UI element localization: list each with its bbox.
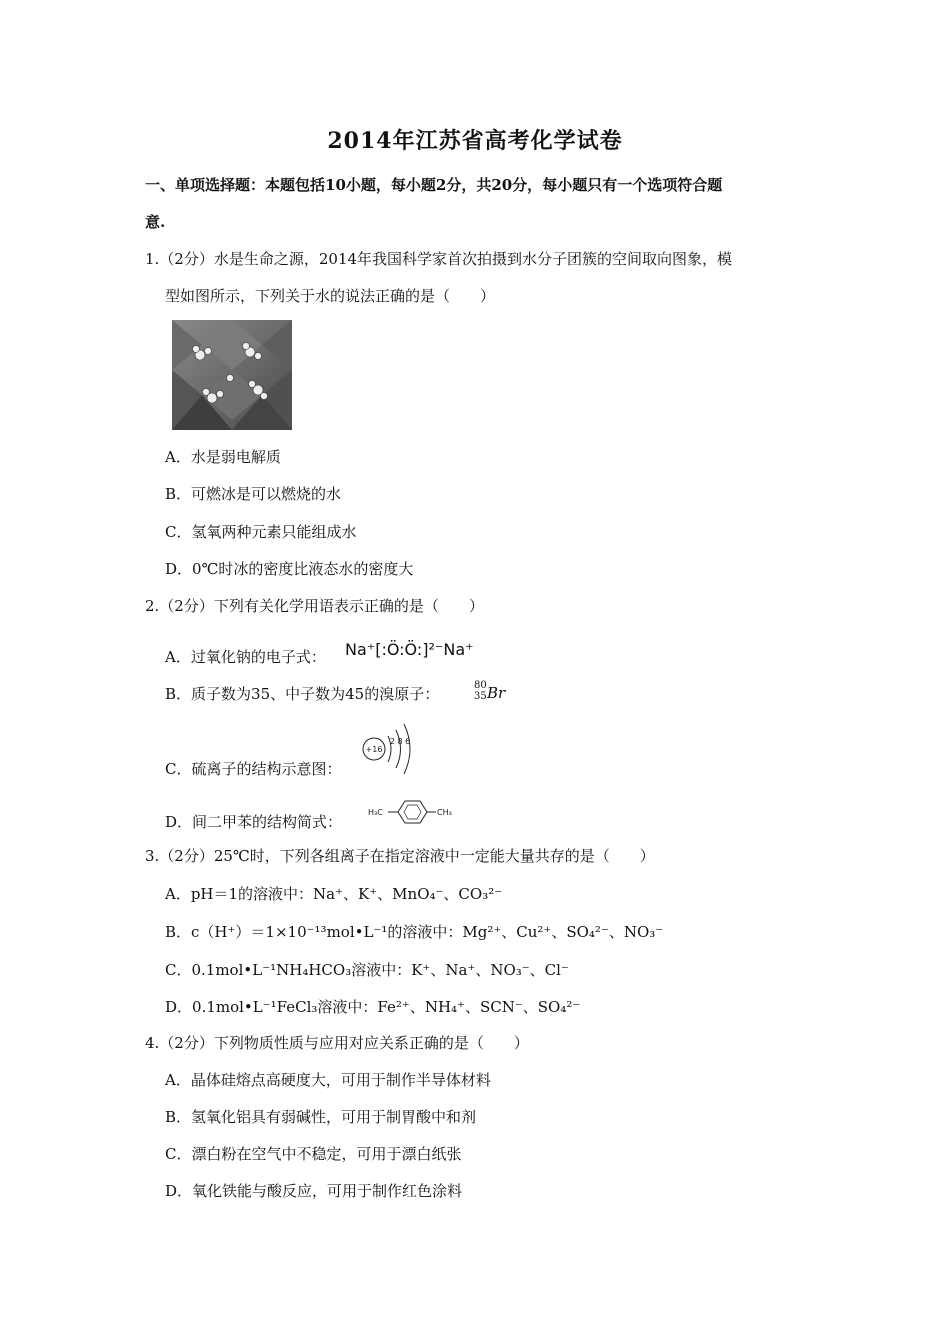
meta-xylene-structure bbox=[368, 798, 460, 826]
water-cluster-image bbox=[172, 320, 294, 432]
q1-option-a: A．水是弱电解质 bbox=[165, 448, 281, 466]
sulfide-ion-structure-diagram bbox=[360, 718, 420, 780]
q2-option-a: A．过氧化钠的电子式： bbox=[165, 648, 326, 666]
q3-option-b: B．c（H⁺）＝1×10⁻¹³mol•L⁻¹的溶液中：Mg²⁺、Cu²⁺、SO₄²⁻、NO₃⁻ bbox=[165, 923, 664, 941]
section-heading-line1: 一、单项选择题：本题包括10小题，每小题2分，共20分，每小题只有一个选项符合题 bbox=[145, 176, 723, 194]
sodium-peroxide-electron-formula: Na⁺[:Ö:Ö:]²⁻Na⁺ bbox=[345, 640, 474, 659]
q4-option-d: D．氧化铁能与酸反应，可用于制作红色涂料 bbox=[165, 1182, 463, 1200]
q2-option-d: D．间二甲苯的结构简式： bbox=[165, 813, 343, 831]
mass-number: 80 bbox=[474, 680, 487, 691]
q3-option-d: D．0.1mol•L⁻¹FeCl₃溶液中：Fe²⁺、NH₄⁺、SCN⁻、SO₄²⁻ bbox=[165, 998, 581, 1016]
element-symbol: Br bbox=[487, 684, 506, 702]
electron-shells: 2 8 6 bbox=[389, 737, 411, 746]
q1-option-b: B．可燃冰是可以燃烧的水 bbox=[165, 485, 342, 503]
q1-stem-line1: 1.（2分）水是生命之源，2014年我国科学家首次拍摄到水分子团簇的空间取向图象，模 bbox=[145, 250, 733, 268]
q3-option-c: C．0.1mol•L⁻¹NH₄HCO₃溶液中：K⁺、Na⁺、NO₃⁻、Cl⁻ bbox=[165, 961, 569, 979]
q4-option-a: A．晶体硅熔点高硬度大，可用于制作半导体材料 bbox=[165, 1071, 491, 1089]
section-heading-line2: 意. bbox=[145, 213, 166, 231]
q1-stem-line2: 型如图所示，下列关于水的说法正确的是（ ） bbox=[165, 287, 496, 305]
q4-option-c: C．漂白粉在空气中不稳定，可用于漂白纸张 bbox=[165, 1145, 462, 1163]
q3-option-a: A．pH＝1的溶液中：Na⁺、K⁺、MnO₄⁻、CO₃²⁻ bbox=[165, 885, 503, 903]
methyl-left: H₃C bbox=[368, 808, 383, 817]
bromine-nuclide-notation bbox=[474, 680, 534, 706]
q2-option-b: B．质子数为35、中子数为45的溴原子： bbox=[165, 685, 440, 703]
q1-option-d: D．0℃时冰的密度比液态水的密度大 bbox=[165, 560, 414, 578]
methyl-right: CH₃ bbox=[437, 808, 452, 817]
nucleus-charge: +16 bbox=[365, 745, 383, 754]
q4-option-b: B．氢氧化铝具有弱碱性，可用于制胃酸中和剂 bbox=[165, 1108, 477, 1126]
atomic-number: 35 bbox=[474, 691, 487, 702]
q4-stem: 4.（2分）下列物质性质与应用对应关系正确的是（ ） bbox=[145, 1034, 529, 1052]
q3-stem: 3.（2分）25℃时，下列各组离子在指定溶液中一定能大量共存的是（ ） bbox=[145, 847, 655, 865]
page-title: 2014年江苏省高考化学试卷 bbox=[327, 128, 623, 154]
q2-stem: 2.（2分）下列有关化学用语表示正确的是（ ） bbox=[145, 597, 484, 615]
q1-option-c: C．氢氧两种元素只能组成水 bbox=[165, 523, 357, 541]
q2-option-c: C．硫离子的结构示意图： bbox=[165, 760, 342, 778]
